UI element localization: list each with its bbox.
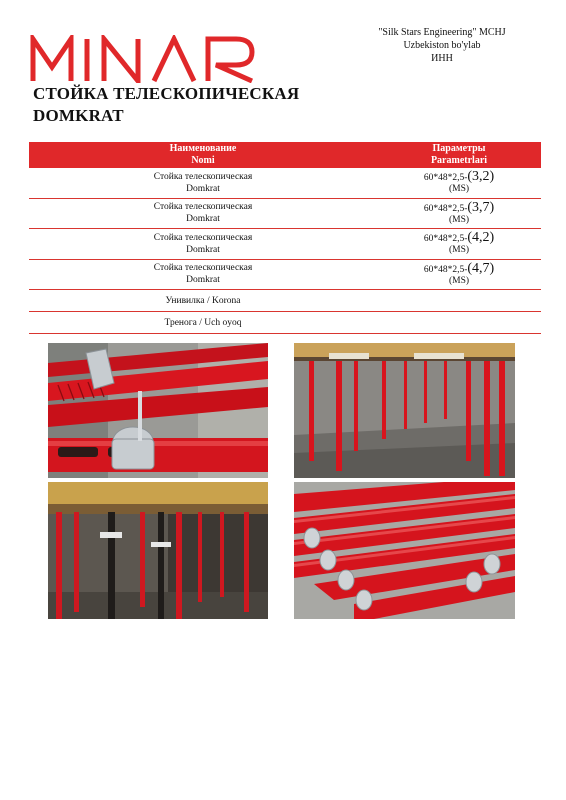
param-line [423, 199, 495, 215]
company-inn: ИНН [431, 53, 453, 64]
product-name-uz: Domkrat [186, 214, 220, 225]
param-suffix: (MS) [448, 245, 470, 256]
accessory-param-cell [377, 290, 541, 311]
accessory-name: Унивилка / Korona [165, 295, 241, 306]
photo-formwork-props [48, 482, 268, 619]
product-name-ru: Стойка телескопическая [153, 232, 253, 243]
product-table [29, 142, 541, 334]
param-line [423, 260, 495, 276]
company-name: "Silk Stars Engineering" MCHJ [378, 27, 506, 38]
product-param-cell [377, 229, 541, 259]
header-params-cell [377, 142, 541, 168]
param-suffix: (MS) [448, 184, 470, 195]
product-param-cell [377, 260, 541, 290]
product-name-ru: Стойка телескопическая [153, 202, 253, 213]
product-name-uz: Domkrat [186, 244, 220, 255]
header-name-uz: Nomi [191, 155, 215, 166]
product-name-cell [29, 229, 377, 259]
param-prefix: 60*48*2,5- [423, 264, 468, 275]
product-param-cell [377, 199, 541, 229]
product-name-cell [29, 199, 377, 229]
company-region: Uzbekiston bo'ylab [403, 40, 481, 51]
param-suffix: (MS) [448, 214, 470, 225]
param-prefix: 60*48*2,5- [423, 203, 468, 214]
table-row [29, 260, 541, 291]
table-row [29, 229, 541, 260]
page-title [33, 83, 299, 127]
param-size: (3,7) [467, 199, 495, 215]
accessory-name-cell [29, 312, 377, 333]
company-info [362, 26, 522, 65]
param-line [424, 171, 494, 184]
product-name-ru: Стойка телескопическая [153, 263, 253, 274]
product-name-uz: Domkrat [186, 275, 220, 286]
product-name-cell [29, 168, 377, 198]
photo-stacked-props [294, 482, 515, 619]
param-suffix: (MS) [448, 275, 470, 286]
product-param-cell [377, 168, 541, 198]
table-row [29, 290, 541, 312]
param-prefix: 60*48*2,5- [423, 234, 468, 245]
table-row [29, 312, 541, 334]
accessory-param-cell [377, 312, 541, 333]
param-prefix: 60*48*2,5- [423, 173, 468, 184]
product-name-ru: Стойка телескопическая [153, 171, 253, 182]
header-params-ru: Параметры [432, 143, 486, 154]
param-line [424, 232, 494, 245]
table-row [29, 168, 541, 199]
param-size: (4,7) [467, 260, 495, 276]
param-size: (4,2) [467, 230, 495, 246]
title-ru: СТОЙКА ТЕЛЕСКОПИЧЕСКАЯ [33, 84, 300, 103]
photo-prop-closeup [48, 343, 268, 478]
header-params-uz: Parametrlari [430, 155, 488, 166]
title-uz: DOMKRAT [33, 106, 124, 125]
header-name-cell [29, 142, 377, 168]
product-name-uz: Domkrat [186, 183, 220, 194]
param-size: (3,2) [467, 169, 495, 185]
minar-logo [30, 35, 266, 83]
header-name-ru: Наименование [169, 143, 237, 154]
accessory-name-cell [29, 290, 377, 311]
product-name-cell [29, 260, 377, 290]
table-header [29, 142, 541, 168]
table-row [29, 199, 541, 230]
accessory-name: Тренога / Uch oyoq [164, 317, 242, 328]
photo-construction-site [294, 343, 515, 478]
